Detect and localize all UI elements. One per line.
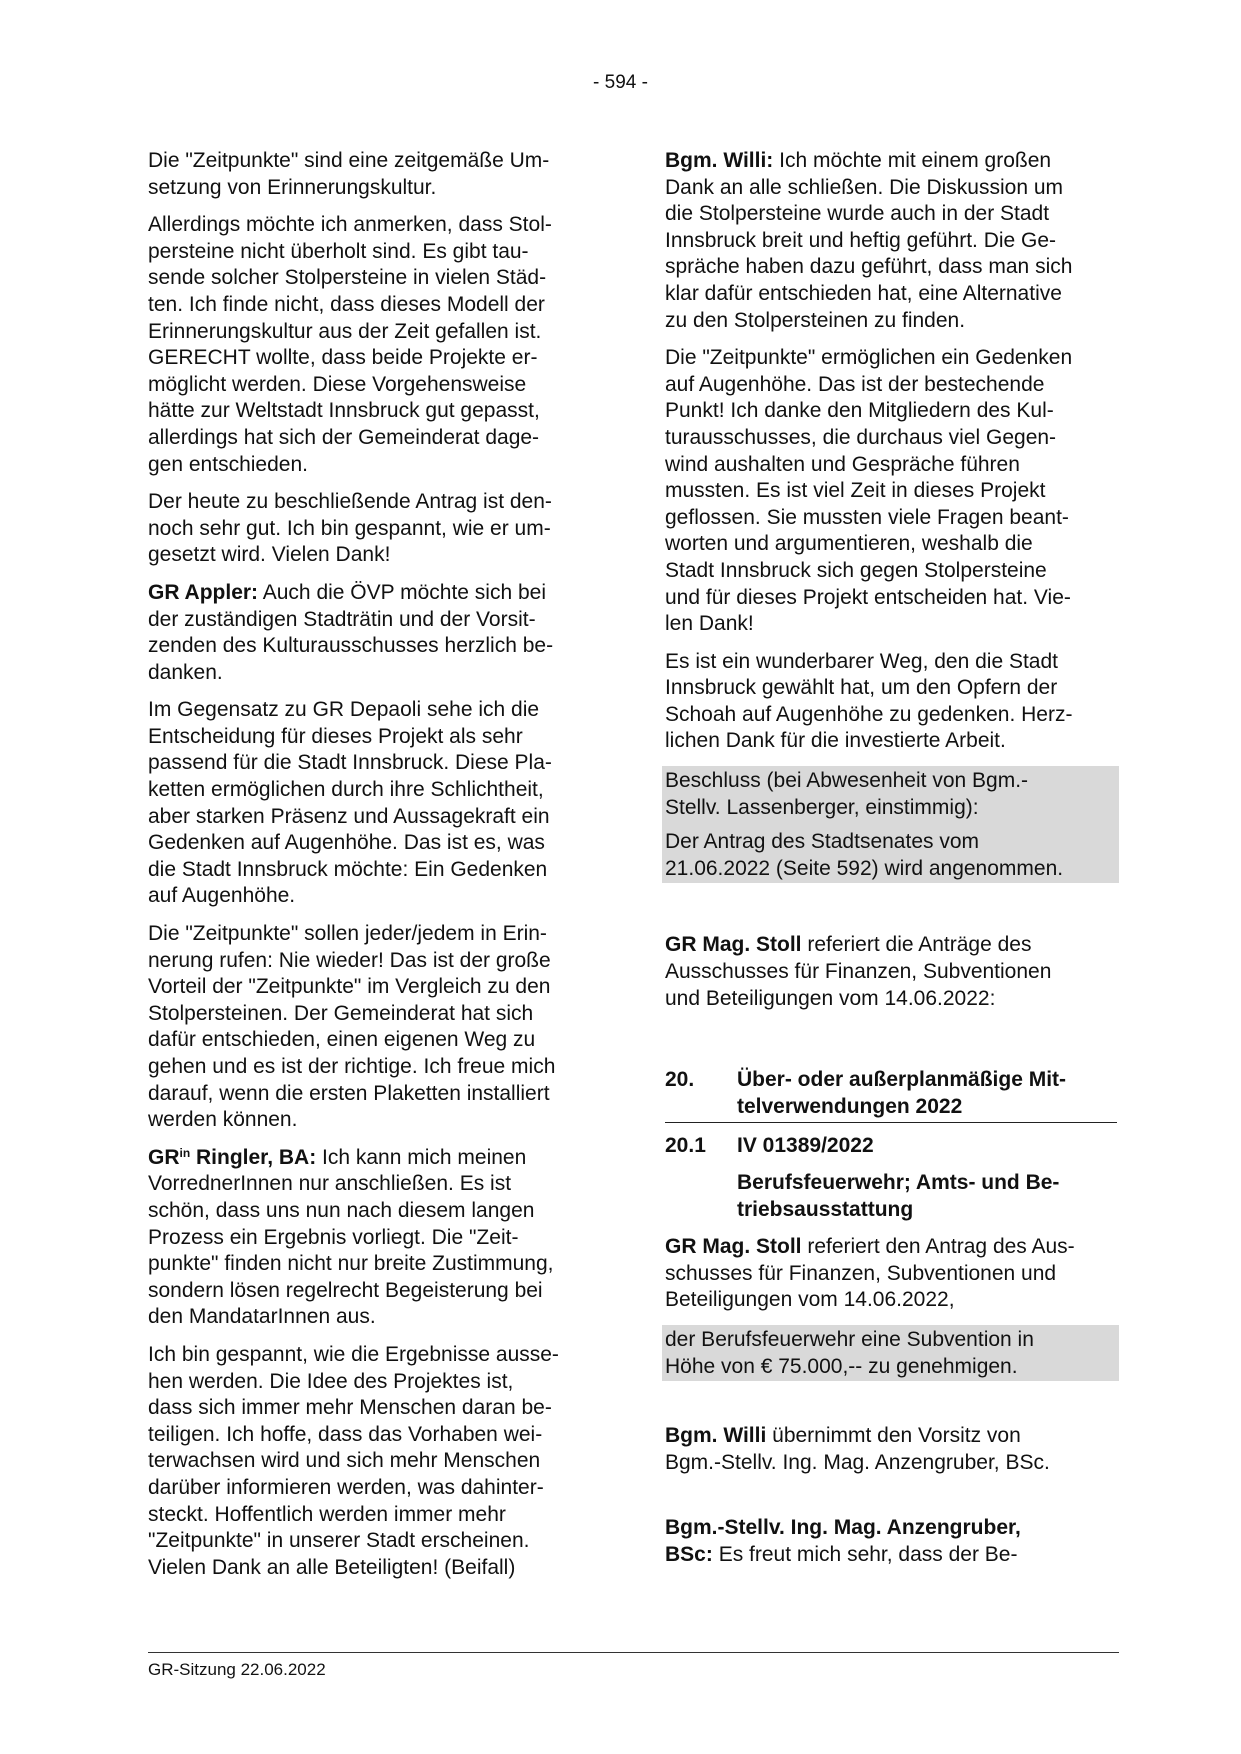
paragraph <box>665 1234 1117 1314</box>
motion-box <box>662 1325 1119 1381</box>
right-column <box>665 148 1117 1580</box>
agenda-number: 20. <box>665 1068 695 1092</box>
paragraph: Im Gegensatz zu GR Depaoli sehe ich die Entscheidung für dieses Projekt als sehr passend für die Stadt Innsbruck. Diese Pla- ketten ermöglichen durch ihre Schlichtheit, aber starken Präsenz und Aussagekraft ein Gedenken auf Augenhöhe. Das ist es, was die Stadt Innsbruck möchte: Ein Gedenken auf Augenhöhe. <box>148 698 552 908</box>
paragraph <box>665 1515 1117 1568</box>
paragraph: Die "Zeitpunkte" ermöglichen ein Gedenken auf Augenhöhe. Das ist der bestechende Punkt! Ich danke den Mitgliedern des Kul- turausschusses, die durchaus viel Gegen- wind aushalten und Gespräche führen mussten. Es ist viel Zeit in dieses Projekt geflossen. Sie mussten viele Fragen beant- worten und argumentieren, weshalb die Stadt Innsbruck sich gegen Stolpersteine und für dieses Projekt entscheiden hat. Vie- len Dank! <box>665 346 1073 636</box>
paragraph: Die "Zeitpunkte" sollen jeder/jedem in Erin- nerung rufen: Nie wieder! Das ist der große Vorteil der "Zeitpunkte" im Vergleich zu den Stolpersteinen. Der Gemeinderat hat sich dafür entschieden, einen eigenen Weg zu gehen und es ist der richtige. Ich freue mich darauf, wenn die ersten Plaketten installiert werden können. <box>148 922 556 1132</box>
speaker-name: Bgm. Willi: <box>665 149 774 172</box>
speech-text: Es freut mich sehr, dass der Be- <box>712 1542 1018 1566</box>
speaker-name: Bgm. Willi <box>665 1424 767 1448</box>
paragraph <box>665 932 1117 1012</box>
speech-text: referiert den Antrag des Aus- schusses für Finanzen, Subventionen und Beteiligungen vom 14.06.2022, <box>665 1235 1075 1312</box>
speech-text: Auch die ÖVP möchte sich bei der zuständigen Stadträtin und der Vorsit- zenden des Kulturausschusses herzlich be- danken. <box>148 580 554 684</box>
paragraph: Ich bin gespannt, wie die Ergebnisse ausse- hen werden. Die Idee des Projektes ist, dass sich immer mehr Menschen daran be- teiligen. Ich hoffe, dass das Vorhaben wei- terwachsen wird und sich mehr Menschen darüber informieren werden, was dahinter- steckt. Hoffentlich werden immer mehr "Zeitpunkte" in unserer Stadt erscheinen. Vielen Dank an alle Beteiligten! (Beifall) <box>148 1342 559 1579</box>
agenda-item-20-1 <box>665 1133 1117 1160</box>
page-number: - 594 - <box>593 72 648 93</box>
paragraph <box>665 1423 1117 1476</box>
agenda-code: IV 01389/2022 <box>737 1134 874 1158</box>
speaker-name: GR Mag. Stoll <box>665 1235 802 1259</box>
paragraph: Allerdings möchte ich anmerken, dass Stol- persteine nicht überholt sind. Es gibt tau- sende solcher Stolpersteine in vielen Städ- ten. Ich finde nicht, dass dieses Modell der Erinnerungskultur aus der Zeit gefallen ist. GERECHT wollte, dass beide Projekte er- möglicht werden. Diese Vorgehensweise hätte zur Weltstadt Innsbruck gut gepasst, allerdings hat sich der Gemeinderat dage- gen entschieden. <box>148 213 552 476</box>
footer-text: GR-Sitzung 22.06.2022 <box>148 1660 326 1679</box>
agenda-item-20 <box>665 1067 1117 1123</box>
agenda-number: 20.1 <box>665 1134 706 1158</box>
paragraph <box>665 148 1117 334</box>
motion-text: der Berufsfeuerwehr eine Subvention in Höhe von € 75.000,-- zu genehmigen. <box>665 1327 1034 1378</box>
agenda-title: Über- oder außerplanmäßige Mit- telverwendungen 2022 <box>737 1068 1067 1118</box>
speech-text: übernimmt den Vorsitz von Bgm.-Stellv. Ing. Mag. Anzengruber, BSc. <box>665 1424 1050 1474</box>
agenda-title: Berufsfeuerwehr; Amts- und Be- triebsausstattung <box>737 1171 1060 1221</box>
paragraph: Es ist ein wunderbarer Weg, den die Stadt Innsbruck gewählt hat, um den Opfern der Schoah auf Augenhöhe zu gedenken. Herz- lichen Dank für die investierte Arbeit. <box>665 649 1073 753</box>
resolution-text: Beschluss (bei Abwesenheit von Bgm.- Stellv. Lassenberger, einstimmig): <box>665 769 1029 819</box>
speech-text: Ich möchte mit einem großen Dank an alle schließen. Die Diskussion um die Stolpersteine wurde auch in der Stadt Innsbruck breit und heftig geführt. Die Ge- spräche haben dazu geführt, dass man sich klar dafür entschieden hat, eine Alternative zu den Stolpersteinen zu finden. <box>665 149 1073 332</box>
paragraph: Der heute zu beschließende Antrag ist den- noch sehr gut. Ich bin gespannt, wie er um- gesetzt wird. Vielen Dank! <box>148 490 552 567</box>
speech-text: referiert die Anträge des Ausschusses für Finanzen, Subventionen und Beteiligungen vom 14.06.2022: <box>665 933 1052 1010</box>
speaker-name: $GR^{in}$ Ringler, BA: <box>148 1145 317 1169</box>
speaker-name: Bgm.-Stellv. Ing. Mag. Anzengruber, BSc: <box>665 1516 1021 1566</box>
speech-text: Ich kann mich meinen VorrednerInnen nur anschließen. Es ist schön, dass uns nun nach diesem langen Prozess ein Ergebnis vorliegt. Die "Zeit- punkte" finden nicht nur breite Zustimmung, sondern lösen regelrecht Begeisterung bei den MandatarInnen aus. <box>148 1145 554 1329</box>
speaker-name: GR Appler: <box>148 580 259 604</box>
paragraph <box>148 1145 593 1331</box>
agenda-item-20-1-title <box>665 1170 1117 1223</box>
resolution-box <box>662 766 1119 883</box>
footer-divider <box>148 1652 1119 1653</box>
resolution-text: Der Antrag des Stadtsenates vom 21.06.2022 (Seite 592) wird angenommen. <box>665 830 1064 880</box>
speaker-name: GR Mag. Stoll <box>665 933 802 957</box>
paragraph <box>148 580 593 686</box>
paragraph: Die "Zeitpunkte" sind eine zeitgemäße Um- setzung von Erinnerungskultur. <box>148 149 550 199</box>
left-column <box>148 148 593 1592</box>
